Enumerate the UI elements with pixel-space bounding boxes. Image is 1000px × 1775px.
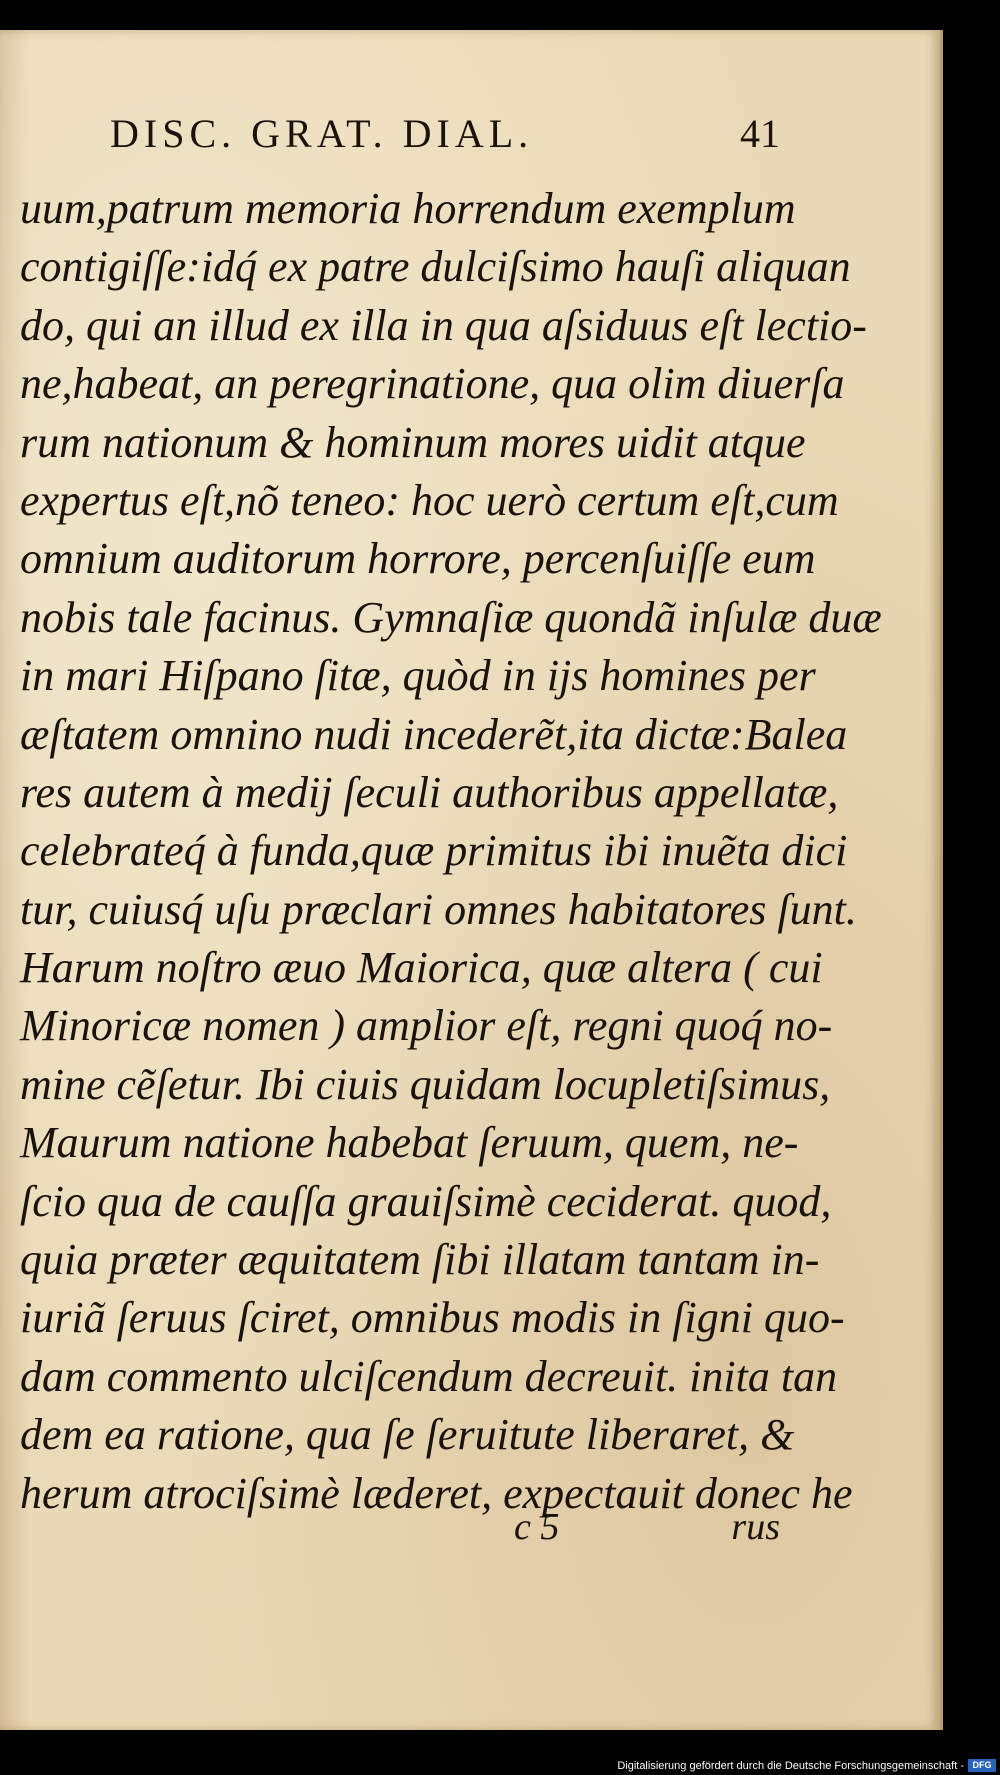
text-line: nobis tale facinus. Gymnaſiæ quondã inſulæ duæ	[20, 592, 882, 642]
text-line: res autem à medij ſeculi authoribus appellatæ,	[20, 767, 839, 817]
signature-mark: c 5	[514, 1506, 560, 1548]
text-line: do, qui an illud ex illa in qua aſsiduus eſt lectio-	[20, 300, 867, 350]
text-line: Minoricæ nomen ) amplior eſt, regni quoq́ no-	[20, 1001, 833, 1051]
text-line: iuriã ſeruus ſciret, omnibus modis in ſigni quo-	[20, 1293, 845, 1343]
text-line: rum nationum & hominum mores uidit atque	[20, 417, 806, 467]
text-line: uum,patrum memoria horrendum exemplum	[20, 184, 796, 233]
catchword: rus	[731, 1506, 780, 1548]
book-page	[0, 30, 943, 1730]
text-line: dam commento ulciſcendum decreuit. inita tan	[20, 1351, 838, 1401]
page-number: 41	[740, 111, 780, 156]
text-line: celebrateq́ à funda,quæ primitus ibi inuẽta dici	[20, 826, 848, 876]
text-line: ſcio qua de cauſſa grauiſsimè ceciderat. quod,	[20, 1176, 832, 1226]
body-text	[20, 180, 882, 1523]
text-line: in mari Hiſpano ſitæ, quòd in ijs homines per	[20, 651, 816, 701]
page-header	[110, 110, 780, 170]
text-line: ne,habeat, an peregrinatione, qua olim diuerſa	[20, 359, 845, 409]
funding-credit-text: Digitalisierung gefördert durch die Deutsche Forschungsgemeinschaft -	[617, 1760, 964, 1772]
text-line: Maurum natione habebat ſeruum, quem, ne-	[20, 1118, 799, 1168]
digitization-credit-bar	[0, 1755, 1000, 1775]
text-line: dem ea ratione, qua ſe ſeruitute liberaret, &	[20, 1410, 795, 1460]
text-line: expertus eſt,nõ teneo: hoc uerò certum eſt,cum	[20, 475, 839, 525]
text-line: omnium auditorum horrore, percenſuiſſe eum	[20, 534, 816, 584]
text-line: Harum noſtro æuo Maiorica, quæ altera ( cui	[20, 943, 823, 993]
text-line: quia præter æquitatem ſibi illatam tantam in-	[20, 1235, 820, 1285]
text-line: contigiſſe:idq́ ex patre dulciſsimo hauſi aliquan	[20, 242, 851, 292]
text-line: mine cẽſetur. Ibi ciuis quidam locupletiſsimus,	[20, 1059, 831, 1109]
page-footer	[500, 1505, 780, 1555]
running-head: DISC. GRAT. DIAL.	[110, 111, 534, 156]
text-line: æſtatem omnino nudi incederẽt,ita dictæ:Balea	[20, 709, 848, 759]
dfg-logo: DFG	[968, 1759, 996, 1772]
text-line: herum atrociſsimè læderet, expectauit donec he	[20, 1468, 853, 1518]
text-line: tur, cuiusq́ uſu præclari omnes habitatores ſunt.	[20, 884, 857, 934]
